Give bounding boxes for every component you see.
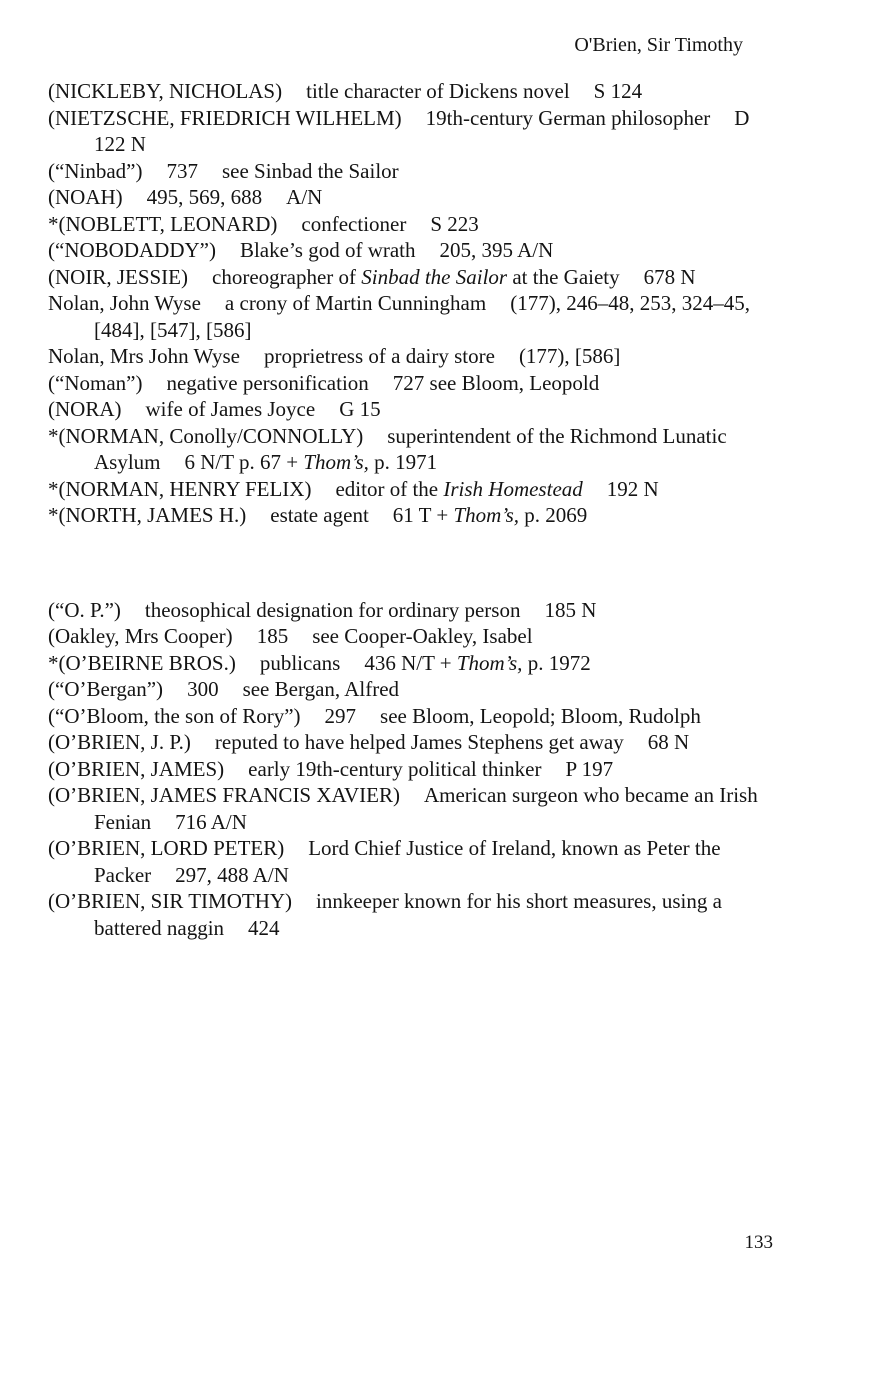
entry-name: (“O’Bloom, the son of Rory”): [48, 703, 301, 728]
entry-source-italic: Thom’s,: [456, 650, 523, 675]
entry-references: A/N: [286, 185, 323, 209]
entry-description: a crony of Martin Cunningham: [224, 291, 487, 315]
index-entry: [48, 597, 768, 624]
entry-name: (NOAH): [48, 185, 123, 209]
entry-source-italic: Thom’s,: [303, 450, 369, 474]
entry-references: 716 A/N: [175, 809, 247, 834]
index-entry: [48, 290, 768, 343]
entry-name: (“Noman”): [48, 370, 143, 395]
index-entry: [48, 703, 768, 730]
entry-references: G 15: [339, 397, 381, 421]
index-entry: [48, 78, 768, 105]
entry-references: 205, 395 A/N: [439, 238, 554, 262]
entry-name: *(NOBLETT, LEONARD): [48, 211, 278, 236]
entry-description: choreographer of: [212, 264, 357, 289]
entry-description: 495, 569, 688: [146, 185, 263, 209]
entry-description: 297: [324, 703, 357, 728]
entry-description: early 19th-century political thinker: [248, 756, 542, 781]
entry-references: 424: [248, 915, 280, 940]
section-gap: [48, 529, 768, 597]
entry-name: *(NORMAN, HENRY FELIX): [48, 476, 312, 501]
entry-references: 61 T +: [392, 503, 449, 527]
entry-references: 678 N: [643, 264, 696, 289]
entry-description: American surgeon who became an Irish Fenian: [94, 783, 758, 834]
entry-references: 297, 488 A/N: [175, 862, 289, 887]
entry-references: P 197: [565, 756, 614, 781]
entry-references: 192 N: [606, 476, 659, 501]
entry-references: 436 N/T +: [364, 650, 452, 675]
index-entry: [48, 343, 768, 370]
entry-name: (“O. P.”): [48, 597, 121, 622]
running-head: O'Brien, Sir Timothy: [574, 34, 743, 56]
entry-description: 300: [187, 677, 219, 701]
entry-references-cont: p. 2069: [524, 503, 588, 527]
entry-description: estate agent: [270, 503, 369, 527]
entry-source-italic: Thom’s,: [453, 503, 520, 527]
entry-references: S 124: [593, 79, 643, 103]
entry-name: (Oakley, Mrs Cooper): [48, 624, 233, 648]
entry-description: 737: [166, 158, 198, 183]
entry-description: proprietress of a dairy store: [264, 344, 495, 368]
entry-name: *(O’BEIRNE BROS.): [48, 650, 236, 675]
index-entry: [48, 158, 768, 185]
entry-name: (O’BRIEN, LORD PETER): [48, 836, 285, 860]
entry-description: superintendent of the Richmond Lunatic Asylum: [94, 423, 727, 474]
index-entry: [48, 211, 768, 238]
entry-name: (O’BRIEN, JAMES FRANCIS XAVIER): [48, 783, 400, 807]
entry-description: title character of Dickens novel: [306, 79, 570, 103]
entry-name: (“NOBODADDY”): [48, 238, 216, 262]
entry-name: *(NORMAN, Conolly/CONNOLLY): [48, 423, 364, 448]
entry-name: (O’BRIEN, SIR TIMOTHY): [48, 889, 293, 913]
entry-name: Nolan, John Wyse: [48, 291, 201, 315]
index-entry: [48, 676, 768, 703]
entry-description: editor of the: [335, 476, 439, 501]
entry-references: 6 N/T p. 67 +: [184, 450, 299, 474]
index-entry: [48, 237, 768, 264]
entry-references: see Bloom, Leopold; Bloom, Rudolph: [380, 703, 701, 728]
index-entries: [48, 78, 768, 941]
entry-name: (NIETZSCHE, FRIEDRICH WILHELM): [48, 105, 402, 130]
entry-references: D 122 N: [94, 105, 750, 156]
entry-references: 727 see Bloom, Leopold: [392, 370, 600, 395]
index-entry: [48, 729, 768, 756]
entry-description: Lord Chief Justice of Ireland, known as Peter the Packer: [94, 836, 721, 887]
entry-description: 19th-century German philosopher: [425, 105, 711, 130]
entry-description: theosophical designation for ordinary person: [144, 597, 521, 622]
entry-description: Blake’s god of wrath: [239, 238, 416, 262]
index-entry: [48, 888, 768, 941]
entry-description: reputed to have helped James Stephens get away: [214, 730, 624, 754]
entry-references: (177), [586]: [518, 344, 621, 368]
entry-title-italic: Irish Homestead: [443, 476, 583, 501]
entry-name: Nolan, Mrs John Wyse: [48, 344, 241, 368]
entry-description-cont: at the Gaiety: [512, 264, 620, 289]
index-entry: [48, 502, 768, 529]
entry-description: confectioner: [301, 211, 407, 236]
section-o: [48, 597, 768, 942]
index-entry: [48, 423, 768, 476]
entry-description: publicans: [259, 650, 341, 675]
entry-name: (NICKLEBY, NICHOLAS): [48, 79, 283, 103]
index-entry: [48, 184, 768, 211]
index-entry: [48, 396, 768, 423]
index-entry: [48, 105, 768, 158]
index-entry: [48, 650, 768, 677]
entry-name: (“Ninbad”): [48, 158, 143, 183]
entry-description: innkeeper known for his short measures, using a battered naggin: [94, 889, 722, 940]
section-n: [48, 78, 768, 529]
index-entry: [48, 835, 768, 888]
entry-name: (NOIR, JESSIE): [48, 264, 188, 289]
entry-name: (“O’Bergan”): [48, 677, 164, 701]
index-entry: [48, 476, 768, 503]
entry-references: 68 N: [647, 730, 690, 754]
entry-description: negative personification: [166, 370, 369, 395]
entry-name: *(NORTH, JAMES H.): [48, 503, 247, 527]
entry-references: see Bergan, Alfred: [242, 677, 400, 701]
entry-name: (NORA): [48, 397, 122, 421]
page-number: 133: [744, 1232, 773, 1253]
entry-description: 185: [256, 624, 289, 648]
entry-name: (O’BRIEN, JAMES): [48, 756, 225, 781]
entry-references: see Sinbad the Sailor: [221, 158, 399, 183]
entry-references-cont: p. 1972: [527, 650, 591, 675]
entry-references: (177), 246–48, 253, 324–45, [484], [547], [586]: [94, 291, 750, 342]
entry-description: wife of James Joyce: [145, 397, 316, 421]
entry-references: see Cooper-Oakley, Isabel: [312, 624, 533, 648]
index-entry: [48, 782, 768, 835]
index-entry: [48, 756, 768, 783]
index-entry: [48, 370, 768, 397]
index-entry: [48, 623, 768, 650]
entry-references: 185 N: [544, 597, 597, 622]
entry-name: (O’BRIEN, J. P.): [48, 730, 191, 754]
entry-title-italic: Sinbad the Sailor: [361, 264, 508, 289]
index-entry: [48, 264, 768, 291]
entry-references-cont: p. 1971: [374, 450, 438, 474]
entry-references: S 223: [430, 211, 479, 236]
